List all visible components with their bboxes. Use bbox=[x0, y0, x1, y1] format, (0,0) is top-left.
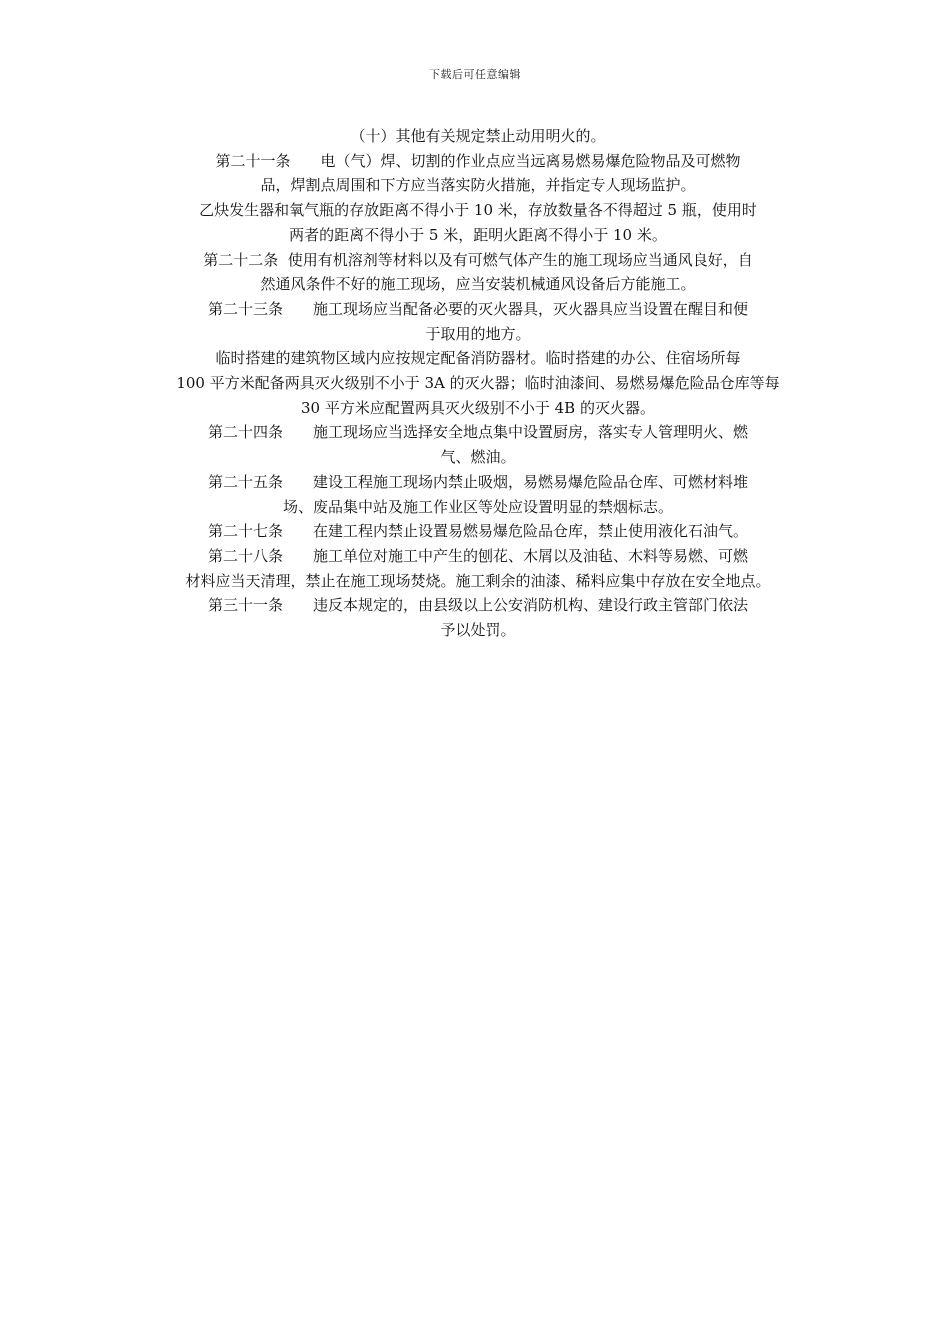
text-line: 第二十一条 电（气）焊、切割的作业点应当远离易燃易爆危险物品及可燃物 bbox=[215, 151, 741, 170]
text-line: 材料应当天清理，禁止在施工现场焚烧。施工剩余的油漆、稀料应集中存放在安全地点。 bbox=[185, 571, 771, 590]
text-line: 第二十七条 在建工程内禁止设置易燃易爆危险品仓库，禁止使用液化石油气。 bbox=[207, 522, 748, 541]
text-line: 于取用的地方。 bbox=[425, 324, 531, 343]
text-line: 第二十五条 建设工程施工现场内禁止吸烟，易燃易爆危险品仓库、可燃材料堆 bbox=[207, 472, 748, 491]
text-line: 场、废品集中站及施工作业区等处应设置明显的禁烟标志。 bbox=[282, 497, 673, 516]
text-line: 两者的距离不得小于 5 米，距明火距离不得小于 10 米。 bbox=[289, 225, 667, 244]
text-line: 第二十二条 使用有机溶剂等材料以及有可燃气体产生的施工现场应当通风良好，自 bbox=[203, 250, 753, 269]
text-line: 100 平方米配备两具灭火级别不小于 3A 的灭火器；临时油漆间、易燃易爆危险品仓库等每 bbox=[176, 374, 780, 393]
text-line: 第二十三条 施工现场应当配备必要的灭火器具，灭火器具应当设置在醒目和便 bbox=[207, 299, 748, 318]
text-line: （十）其他有关规定禁止动用明火的。 bbox=[350, 127, 606, 145]
text-line: 第三十一条 违反本规定的，由县级以上公安消防机构、建设行政主管部门依法 bbox=[207, 596, 748, 615]
text-line: 乙炔发生器和氧气瓶的存放距离不得小于 10 米，存放数量各不得超过 5 瓶，使用时 bbox=[199, 201, 757, 220]
text-line: 品，焊割点周围和下方应当落实防火措施，并指定专人现场监护。 bbox=[260, 176, 696, 195]
text-line: 然通风条件不好的施工现场，应当安装机械通风设备后方能施工。 bbox=[260, 275, 696, 294]
text-line: 第二十八条 施工单位对施工中产生的刨花、木屑以及油毡、木料等易燃、可燃 bbox=[207, 546, 748, 565]
text-line: 予以处罚。 bbox=[440, 621, 516, 640]
document-body bbox=[148, 124, 808, 643]
page-header: 下载后可任意编辑 bbox=[429, 68, 521, 81]
text-line: 临时搭建的建筑物区域内应按规定配备消防器材。临时搭建的办公、住宿场所每 bbox=[215, 349, 741, 368]
text-line: 30 平方米应配置两具灭火级别不小于 4B 的灭火器。 bbox=[301, 398, 655, 417]
text-line: 第二十四条 施工现场应当选择安全地点集中设置厨房，落实专人管理明火、燃 bbox=[207, 423, 748, 442]
text-line: 气、燃油。 bbox=[440, 448, 516, 467]
